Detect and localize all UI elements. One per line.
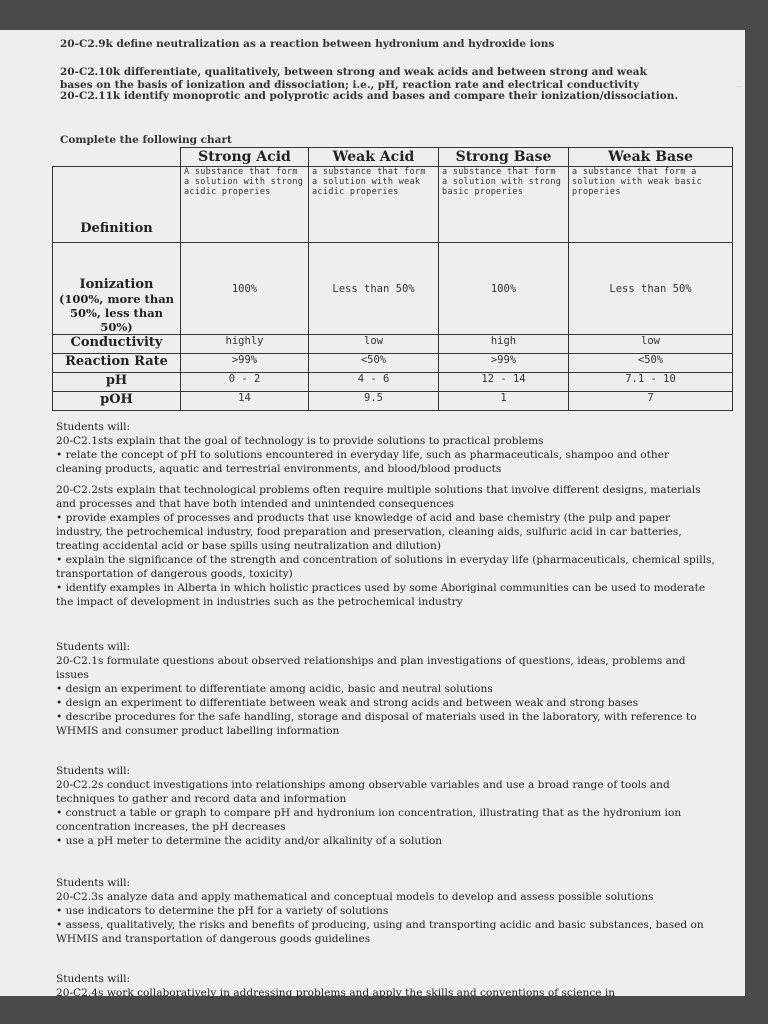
objective-11k: 20-C2.11k identify monoprotic and polyprotic acids and bases and compare their ionization/dissociation.	[60, 90, 679, 102]
section-line: 20-C2.1sts explain that the goal of technology is to provide solutions to practical problems	[56, 435, 544, 447]
row-label-reaction-rate: Reaction Rate	[53, 354, 181, 373]
col-strong-base: Strong Base	[439, 148, 569, 167]
cell-ph-weak-base: 7.1 - 10	[569, 373, 733, 392]
cell-ph-strong-base: 12 - 14	[439, 373, 569, 392]
section-line: • use indicators to determine the pH for a variety of solutions	[56, 905, 389, 917]
cell-ionization-weak-base: Less than 50%	[569, 243, 733, 335]
row-poh	[53, 392, 733, 411]
cell-conductivity-strong-acid: highly	[181, 335, 309, 354]
col-weak-base: Weak Base	[569, 148, 733, 167]
section-line: 20-C2.3s analyze data and apply mathematical and conceptual models to develop and assess possible solutions	[56, 891, 654, 903]
section-sts1	[56, 420, 716, 476]
section-line: 20-C2.2sts explain that technological problems often require multiple solutions that involve different designs, materials and processes and that have both intended and unintended consequences	[56, 484, 701, 510]
row-label-poh: pOH	[53, 392, 181, 411]
cell-definition-strong-acid: A substance that form a solution with strong acidic properies	[181, 167, 309, 243]
cell-rate-weak-base: <50%	[569, 354, 733, 373]
acid-base-chart	[52, 147, 733, 411]
cell-ph-weak-acid: 4 - 6	[309, 373, 439, 392]
cell-poh-weak-base: 7	[569, 392, 733, 411]
cell-ionization-weak-acid: Less than 50%	[309, 243, 439, 335]
cell-conductivity-weak-acid: low	[309, 335, 439, 354]
cell-rate-weak-acid: <50%	[309, 354, 439, 373]
section-line: • explain the significance of the strength and concentration of solutions in everyday life (pharmaceuticals, chemical spills, transportation of dangerous goods, toxicity)	[56, 554, 715, 580]
section-s4	[56, 972, 716, 1000]
cell-ph-strong-acid: 0 - 2	[181, 373, 309, 392]
section-line: • design an experiment to differentiate among acidic, basic and neutral solutions	[56, 683, 493, 695]
section-lead: Students will:	[56, 765, 131, 777]
chart-caption: Complete the following chart	[60, 134, 232, 146]
cell-conductivity-strong-base: high	[439, 335, 569, 354]
row-reaction-rate	[53, 354, 733, 373]
row-label-ph: pH	[53, 373, 181, 392]
side-mark: ~	[735, 82, 744, 93]
cell-rate-strong-acid: >99%	[181, 354, 309, 373]
section-lead: Students will:	[56, 877, 131, 889]
cell-ionization-strong-acid: 100%	[181, 243, 309, 335]
section-s1	[56, 640, 716, 738]
corner-cell	[53, 148, 181, 167]
section-lead: Students will:	[56, 641, 131, 653]
section-line: • provide examples of processes and products that use knowledge of acid and base chemistry (the pulp and paper industry, the petrochemical industry, food preparation and preservation, cleaning aids, sulfuric acid in car batteries, treating accidental acid or base spills using neutralization and dilution)	[56, 512, 682, 552]
cell-definition-strong-base: a substance that form a solution with strong basic properies	[439, 167, 569, 243]
section-line: • identify examples in Alberta in which holistic practices used by some Aboriginal communities can be used to moderate the impact of development in industries such as the petrochemical industry	[56, 582, 706, 608]
section-lead: Students will:	[56, 421, 131, 433]
section-line: • assess, qualitatively, the risks and benefits of producing, using and transporting acidic and basic substances, based on WHMIS and transportation of dangerous goods guidelines	[56, 919, 704, 945]
section-line: 20-C2.4s work collaboratively in addressing problems and apply the skills and conventions of science in	[56, 987, 616, 999]
cell-definition-weak-base: a substance that form a solution with weak basic properies	[569, 167, 733, 243]
ionization-sublabel: (100%, more than 50%, less than 50%)	[58, 292, 175, 334]
row-ionization	[53, 243, 733, 335]
row-ph	[53, 373, 733, 392]
row-label-conductivity: Conductivity	[53, 335, 181, 354]
cell-conductivity-weak-base: low	[569, 335, 733, 354]
section-line: • describe procedures for the safe handling, storage and disposal of materials used in the laboratory, with reference to WHMIS and consumer product labelling information	[56, 711, 697, 737]
section-line: • construct a table or graph to compare pH and hydronium ion concentration, illustrating that as the hydronium ion concentration increases, the pH decreases	[56, 807, 682, 833]
row-definition	[53, 167, 733, 243]
objective-9k: 20-C2.9k define neutralization as a reaction between hydronium and hydroxide ions	[60, 38, 555, 50]
section-s3	[56, 876, 716, 946]
document-page	[0, 30, 745, 999]
col-strong-acid: Strong Acid	[181, 148, 309, 167]
section-line: • relate the concept of pH to solutions encountered in everyday life, such as pharmaceuticals, shampoo and other cleaning products, aquatic and terrestrial environments, and blood/blood products	[56, 449, 670, 475]
row-label-definition: Definition	[53, 167, 181, 243]
cell-ionization-strong-base: 100%	[439, 243, 569, 335]
section-line: • design an experiment to differentiate between weak and strong acids and between weak and strong bases	[56, 697, 639, 709]
chart-header-row	[53, 148, 733, 167]
cell-poh-strong-base: 1	[439, 392, 569, 411]
cell-poh-weak-acid: 9.5	[309, 392, 439, 411]
section-line: 20-C2.1s formulate questions about observed relationships and plan investigations of questions, ideas, problems and issues	[56, 655, 686, 681]
section-line: • use a pH meter to determine the acidity and/or alkalinity of a solution	[56, 835, 443, 847]
objective-10k: 20-C2.10k differentiate, qualitatively, between strong and weak acids and between strong and weak bases on the basis of ionization and dissociation; i.e., pH, reaction rate and electrical conductivity	[60, 66, 647, 91]
section-sts2	[56, 483, 716, 609]
section-s2	[56, 764, 716, 848]
row-label-ionization	[53, 243, 181, 335]
col-weak-acid: Weak Acid	[309, 148, 439, 167]
cell-definition-weak-acid: a substance that form a solution with weak acidic properies	[309, 167, 439, 243]
cell-poh-strong-acid: 14	[181, 392, 309, 411]
cell-rate-strong-base: >99%	[439, 354, 569, 373]
ionization-label: Ionization	[79, 277, 154, 292]
row-conductivity	[53, 335, 733, 354]
section-lead: Students will:	[56, 973, 131, 985]
section-line: 20-C2.2s conduct investigations into relationships among observable variables and use a broad range of tools and techniques to gather and record data and information	[56, 779, 670, 805]
